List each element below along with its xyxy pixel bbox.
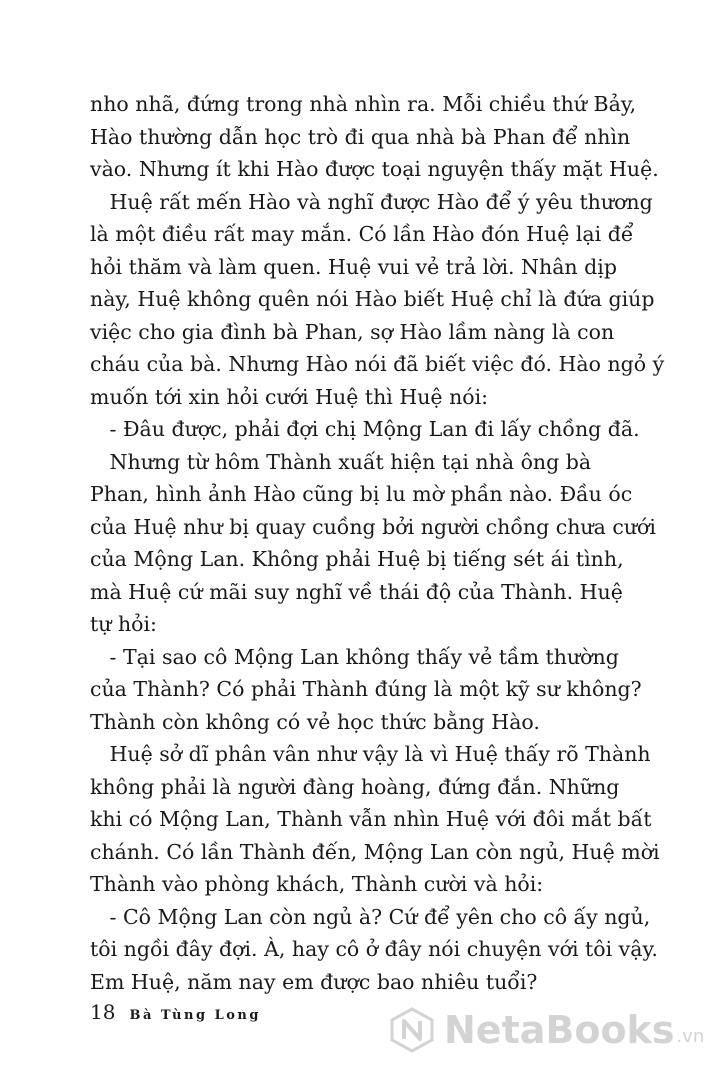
text-line: Huệ rất mến Hào và nghĩ được Hào để ý yêu thương [90,189,653,214]
page-body-text [90,88,665,998]
text-line: mà Huệ cứ mãi suy nghĩ về thái độ của Thành. Huệ [90,579,623,604]
text-line: khi có Mộng Lan, Thành vẫn nhìn Huệ với đôi mắt bất [90,807,652,831]
text-line: Huệ sở dĩ phân vân như vậy là vì Huệ thấy rõ Thành [90,742,651,766]
text-line: việc cho gia đình bà Phan, sợ Hào lầm nàng là con [90,319,615,344]
text-line: là một điều rất may mắn. Có lần Hào đón Huệ lại để [90,222,634,246]
watermark-text: NetaBooks [444,1008,675,1052]
text-line: cháu của bà. Nhưng Hào nói đã biết việc đó. Hào ngỏ ý [90,352,665,376]
page-number: 18 [90,1000,116,1024]
text-line: tự hỏi: [90,612,157,636]
page-footer [90,1000,261,1024]
text-line: Phan, hình ảnh Hào cũng bị lu mờ phần nào. Đầu óc [90,482,633,506]
text-line: Nhưng từ hôm Thành xuất hiện tại nhà ông bà [90,449,592,474]
text-line: hỏi thăm và làm quen. Huệ vui vẻ trả lời. Nhân dịp [90,254,617,279]
text-line: muốn tới xin hỏi cưới Huệ thì Huệ nói: [90,384,489,409]
text-line: chánh. Có lần Thành đến, Mộng Lan còn ngủ, Huệ mời [90,839,660,864]
watermark-suffix: .vn [676,1025,704,1047]
text-line: của Mộng Lan. Không phải Huệ bị tiếng sét ái tình, [90,547,624,571]
text-line: nho nhã, đứng trong nhà nhìn ra. Mỗi chiều thứ Bảy, [90,92,637,116]
text-line: vào. Nhưng ít khi Hào được toại nguyện thấy mặt Huệ. [90,157,659,181]
text-line: - Cô Mộng Lan còn ngủ à? Cứ để yên cho cô ấy ngủ, [90,904,651,929]
text-line: Hào thường dẫn học trò đi qua nhà bà Phan để nhìn [90,124,631,149]
text-line: của Huệ như bị quay cuồng bởi người chồng chưa cưới [90,514,656,539]
text-line: Em Huệ, năm nay em được bao nhiêu tuổi? [90,969,538,994]
text-line: này, Huệ không quên nói Hào biết Huệ chỉ là đứa giúp [90,287,655,311]
text-line: Thành còn không có vẻ học thức bằng Hào. [90,709,540,734]
text-line: - Đâu được, phải đợi chị Mộng Lan đi lấy chồng đã. [90,417,640,441]
text-line: - Tại sao cô Mộng Lan không thấy vẻ tầm thường [90,644,619,669]
watermark [388,1006,704,1054]
text-line: Thành vào phòng khách, Thành cười và hỏi: [90,872,544,896]
text-line: không phải là người đàng hoàng, đứng đắn. Những [90,774,620,799]
running-author: Bà Tùng Long [129,1008,261,1023]
text-line: của Thành? Có phải Thành đúng là một kỹ sư không? [90,677,642,701]
netabooks-logo-icon [388,1006,436,1054]
text-line: tôi ngồi đây đợi. À, hay cô ở đây nói chuyện với tôi vậy. [90,937,658,961]
